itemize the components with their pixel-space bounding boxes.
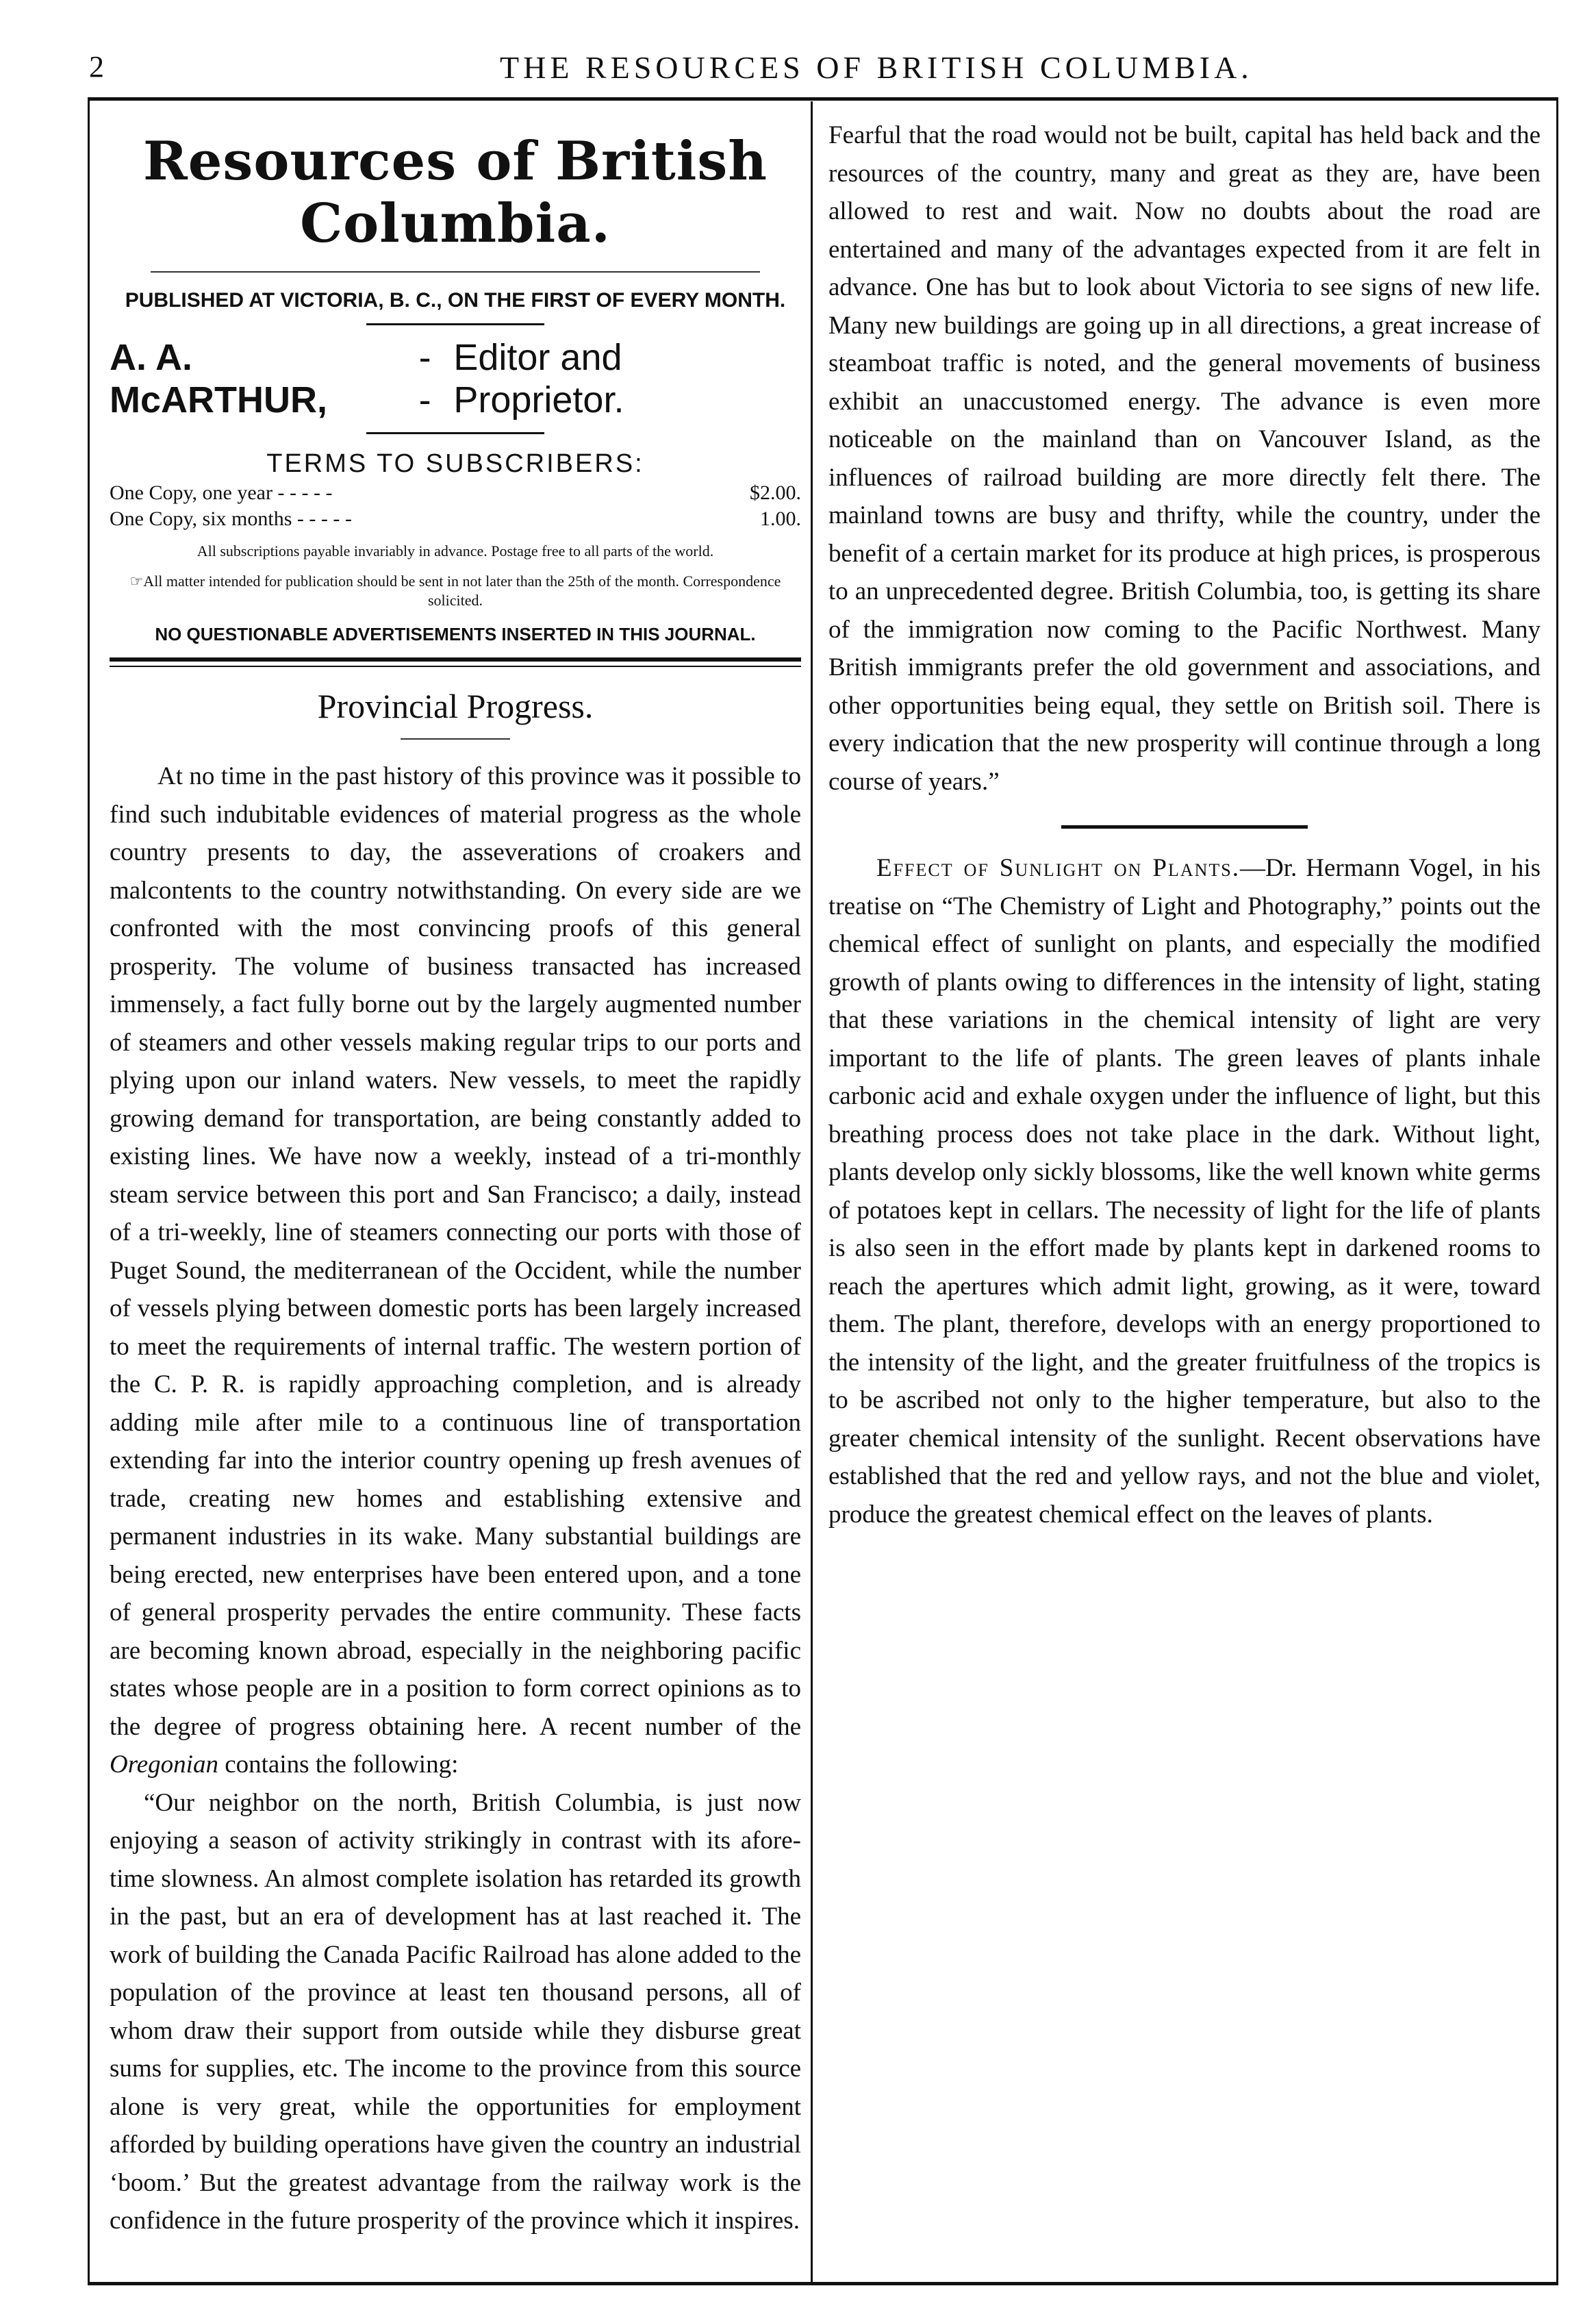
- no-ads-notice: NO QUESTIONABLE ADVERTISEMENTS INSERTED IN THIS JOURNAL.: [155, 624, 756, 644]
- price-label: One Copy, one year - - - - -: [110, 481, 333, 504]
- masthead-light-rule: [110, 666, 801, 667]
- sunlight-article: [828, 849, 1541, 1533]
- subscriptions-note: All subscriptions payable invariably in advance. Postage free to all parts of the world.: [197, 542, 714, 560]
- masthead-heavy-rule: [110, 657, 801, 662]
- masthead-title: Resources of British Columbia.: [142, 130, 768, 255]
- quoted-passage-continued: Fearful that the road would not be built, capital has held back and the resources of the country, many and great as they are, have been allowed to rest and wait. Now no doubts about the road are entertained and many of the advantages expected from it are felt in advance. One has but to look about Victoria to see signs of new life. Many new buildings are going up in all directions, a great increase of steamboat traffic is noted, and the general movements of business exhibit an unaccustomed energy. The advance is even more noticeable on the mainland than on Vancouver Island, as the influences of railroad building are more directly felt there. The mainland towns are busy and thrifty, while the country, under the benefit of a certain market for its produce at high prices, is prosperous to an unprecedented degree. British Columbia, too, is getting its share of the immigration now coming to the Pacific Northwest. Many British immigrants prefer the old government and associations, and other opportunities being equal, they settle on British soil. There is every indication that the new prosperity will continue through a long course of years.”: [828, 121, 1541, 796]
- sunlight-heading: Effect of Sunlight on Plants.: [876, 854, 1241, 882]
- price-row: [110, 481, 801, 505]
- price-value: $2.00.: [750, 481, 801, 504]
- right-column: [828, 116, 1541, 1533]
- masthead-rule: [151, 271, 760, 273]
- page-number: 2: [89, 50, 104, 84]
- editor-role: Editor and Proprietor.: [453, 337, 624, 420]
- quoted-passage: “Our neighbor on the north, British Columbia, is just now enjoying a season of activity strikingly in contrast with its afore-time slowness. An almost complete isolation has retarded its growth in the past, but an era of development has at last reached it. The work of building the Canada Pacific Railroad has alone added to the population of the province at least ten thousand persons, all of whom draw their support from outside while they disburse great sums for supplies, etc. The income to the province from this source alone is very great, while the opportunities for employment afforded by building operations have given the country an industrial ‘boom.’ But the greatest advantage from the railway work is the confidence in the future prosperity of the province which it inspires.: [110, 1788, 802, 2235]
- running-title: THE RESOURCES OF BRITISH COLUMBIA.: [500, 50, 1253, 85]
- paragraph-text: At no time in the past history of this province was it possible to find such indubitable evidences of material progress as the whole country presents to day, the asseverations of croakers and malcontents to the country notwithstanding. On every side are we confronted with the most convincing proofs of this general prosperity. The volume of business transacted has increased immensely, a fact fully borne out by the largely augmented number of steamers and other vessels making regular trips to our ports and plying upon our inland waters. New vessels, to meet the rapidly growing demand for transportation, are being constantly added to existing lines. We have now a weekly, instead of a tri-monthly steam service between this port and San Francisco; a daily, instead of a tri-weekly, line of steamers connecting our ports with those of Puget Sound, the mediterranean of the Occident, while the number of vessels plying between domestic ports has been largely increased to meet the requirements of internal traffic. The western portion of the C. P. R. is rapidly approaching completion, and is already adding mile after mile to a continuous line of transportation extending far into the interior country opening up fresh avenues of trade, creating new homes and establishing extensive and permanent industries in its wake. Many substantial buildings are being erected, new enterprises have been entered upon, and a tone of general prosperity pervades the entire community. These facts are becoming known abroad, especially in the neighboring pacific states whose people are in a position to form correct opinions as to the degree of progress obtaining here. A recent number of the: [110, 762, 801, 1741]
- title-rule: [401, 738, 510, 740]
- price-row: [110, 507, 801, 531]
- editor-name: A. A. McARTHUR,: [110, 337, 327, 420]
- article-title: Provincial Progress.: [317, 687, 594, 725]
- editor-dashes: - -: [418, 337, 431, 420]
- editor-line: [110, 336, 801, 421]
- paragraph-end: contains the following:: [218, 1750, 459, 1779]
- left-column: [110, 116, 801, 2240]
- section-rule: [1061, 825, 1308, 829]
- article-paragraph: [110, 757, 801, 1784]
- publication-info: PUBLISHED AT VICTORIA, B. C., ON THE FIRST OF EVERY MONTH.: [125, 289, 786, 312]
- price-label: One Copy, six months - - - - -: [110, 507, 352, 530]
- page-header: [89, 49, 1554, 90]
- source-name: Oregonian: [110, 1750, 218, 1779]
- editor-rule: [366, 432, 544, 434]
- publication-rule: [366, 323, 544, 325]
- column-divider: [811, 101, 813, 2283]
- matter-note: ☞All matter intended for publication should be sent in not later than the 25th of the month. Correspondence solicited.: [129, 573, 781, 609]
- terms-title: TERMS TO SUBSCRIBERS:: [266, 449, 644, 478]
- sunlight-text: —Dr. Hermann Vogel, in his treatise on “The Chemistry of Light and Photography,” points out the chemical effect of sunlight on plants, and especially the modified growth of plants owing to differences in the intensity of light, stating that these variations in the chemical intensity of light are very important to the life of plants. The green leaves of plants inhale carbonic acid and exhale oxygen under the influence of light, but this breathing process does not take place in the dark. Without light, plants develop only sickly blossoms, like the well known white germs of potatoes kept in cellars. The necessity of light for the life of plants is also seen in the effort made by plants kept in darkened rooms to reach the apertures which admit light, growing, as it were, toward them. The plant, therefore, develops with an energy proportioned to the intensity of the light, and the greater fruitfulness of the tropics is to be ascribed not only to the higher temperature, but also to the greater chemical intensity of the sunlight. Recent observations have established that the red and yellow rays, and not the blue and violet, produce the greatest chemical effect on the leaves of plants.: [828, 854, 1541, 1529]
- price-value: 1.00.: [760, 507, 801, 530]
